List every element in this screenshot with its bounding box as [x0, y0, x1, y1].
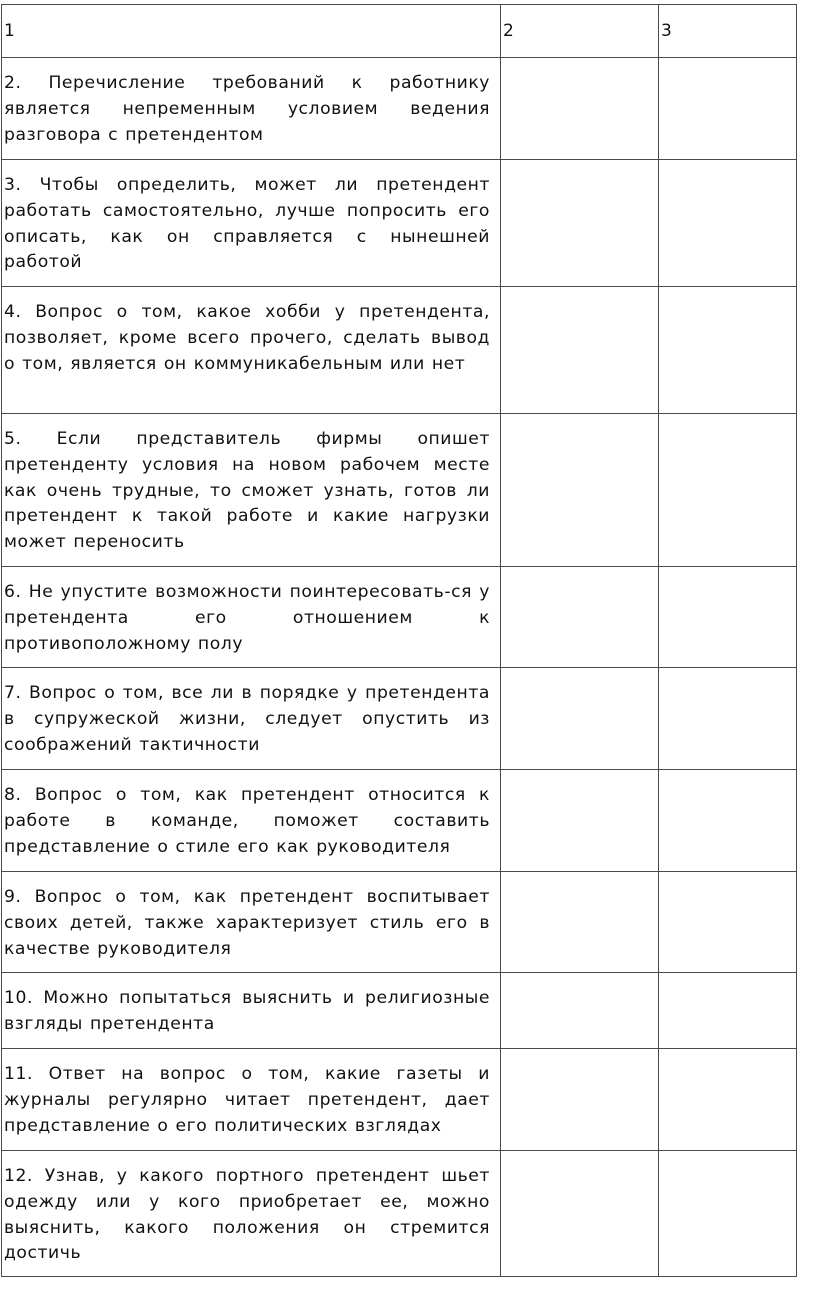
statement-cell [2, 973, 501, 1049]
answer-cell-col3[interactable] [659, 287, 797, 414]
table-row [2, 1049, 797, 1151]
answer-cell-col2[interactable] [501, 567, 659, 668]
statement-cell [2, 770, 501, 872]
column-header-3: 3 [659, 5, 797, 58]
statement-cell [2, 567, 501, 668]
answer-cell-col2[interactable] [501, 287, 659, 414]
answer-cell-col3[interactable] [659, 1049, 797, 1151]
statement-text: 6. Не упустите возможности поинтересовать-ся у претендента его отношением к противоположному полу [4, 582, 490, 654]
statement-cell [2, 1049, 501, 1151]
answer-cell-col2[interactable] [501, 973, 659, 1049]
statement-text: 11. Ответ на вопрос о том, какие газеты и журналы регулярно читает претендент, дает представление о его политических взглядах [4, 1064, 490, 1136]
statement-cell [2, 872, 501, 973]
statement-cell [2, 160, 501, 287]
column-header-2: 2 [501, 5, 659, 58]
answer-cell-col3[interactable] [659, 872, 797, 973]
table-row [2, 770, 797, 872]
table-row [2, 287, 797, 414]
table-row [2, 668, 797, 770]
statement-cell [2, 1151, 501, 1277]
answer-cell-col2[interactable] [501, 668, 659, 770]
statement-cell [2, 287, 501, 414]
answer-cell-col2[interactable] [501, 1151, 659, 1277]
statement-text: 7. Вопрос о том, все ли в порядке у претендента в супружеской жизни, следует опустить из соображений тактичности [4, 683, 490, 755]
table-row [2, 58, 797, 160]
statement-text: 10. Можно попытаться выяснить и религиозные взгляды претендента [4, 988, 490, 1034]
answer-cell-col2[interactable] [501, 414, 659, 567]
statement-cell [2, 668, 501, 770]
header-row [2, 5, 797, 58]
answer-cell-col3[interactable] [659, 1151, 797, 1277]
answer-cell-col3[interactable] [659, 58, 797, 160]
table-row [2, 414, 797, 567]
statement-cell [2, 414, 501, 567]
statement-text: 3. Чтобы определить, может ли претендент работать самостоятельно, лучше попросить его описать, как он справляется с нынешней работой [4, 175, 490, 273]
statement-text: 8. Вопрос о том, как претендент относится к работе в команде, поможет составить представление о стиле его как руководителя [4, 785, 490, 857]
answer-cell-col3[interactable] [659, 160, 797, 287]
statement-text: 12. Узнав, у какого портного претендент шьет одежду или у кого приобретает ее, можно выяснить, какого положения он стремится достичь [4, 1166, 490, 1264]
statement-text: 9. Вопрос о том, как претендент воспитывает своих детей, также характеризует стиль его в качестве руководителя [4, 887, 490, 959]
answer-cell-col3[interactable] [659, 414, 797, 567]
statement-text: 2. Перечисление требований к работнику является непременным условием ведения разговора с претендентом [4, 73, 490, 145]
answer-cell-col2[interactable] [501, 770, 659, 872]
answer-cell-col2[interactable] [501, 160, 659, 287]
table-row [2, 160, 797, 287]
table-row [2, 1151, 797, 1277]
answer-cell-col2[interactable] [501, 58, 659, 160]
table-row [2, 872, 797, 973]
table-row [2, 567, 797, 668]
statement-cell [2, 58, 501, 160]
answer-cell-col3[interactable] [659, 770, 797, 872]
answer-cell-col2[interactable] [501, 872, 659, 973]
answer-cell-col2[interactable] [501, 1049, 659, 1151]
statement-text: 4. Вопрос о том, какое хобби у претендента, позволяет, кроме всего прочего, сделать вывод о том, является он коммуникабельным или нет [4, 302, 490, 374]
column-header-1: 1 [2, 5, 501, 58]
answer-cell-col3[interactable] [659, 567, 797, 668]
answer-cell-col3[interactable] [659, 973, 797, 1049]
questionnaire-table [1, 4, 797, 1277]
statement-text: 5. Если представитель фирмы опишет претенденту условия на новом рабочем месте как очень трудные, то сможет узнать, готов ли претендент к такой работе и какие нагрузки может переносить [4, 429, 490, 553]
answer-cell-col3[interactable] [659, 668, 797, 770]
table-row [2, 973, 797, 1049]
